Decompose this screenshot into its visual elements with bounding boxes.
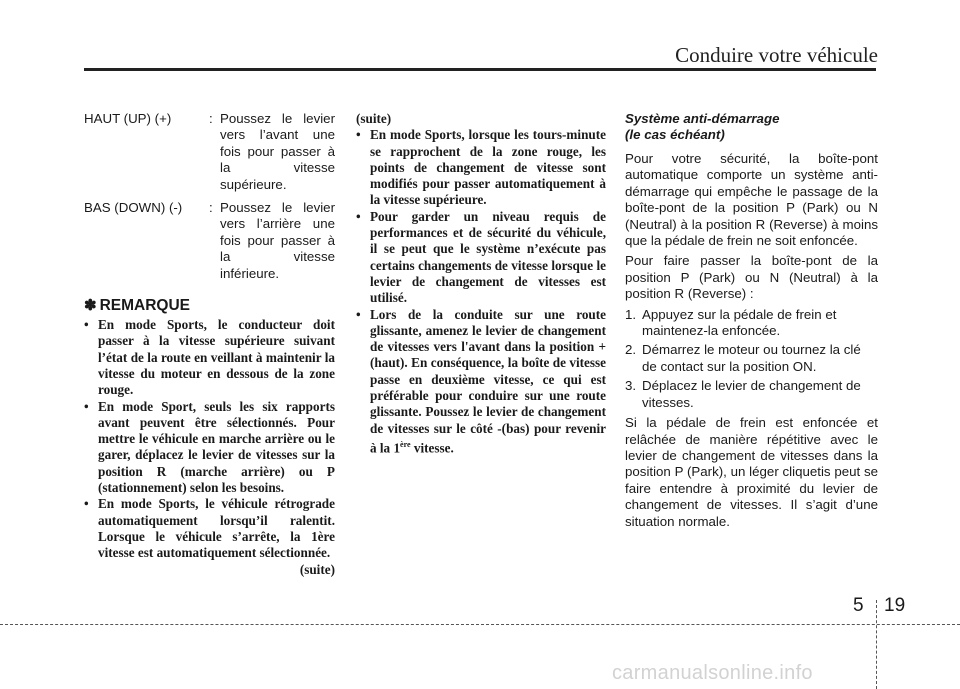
- list-item: • En mode Sport, seuls les six rapports avant peuvent être sélectionnés. Pour mettre le véhicule en marche arrière ou le garer, déplacez le levier de vitesses sur la position R (marche arrière) ou P (stationnement) selon les besoins.: [84, 399, 335, 497]
- remark-title: REMARQUE: [99, 297, 190, 315]
- list-item: • En mode Sports, le véhicule rétrograde automatiquement lorsqu’il ralentit. Lorsque le véhicule s’arrête, la 1ère vitesse est automatiquement sélectionnée.: [84, 496, 335, 561]
- remark-star-icon: ✽: [84, 297, 97, 315]
- definition-term-up: HAUT (UP) (+): [84, 111, 172, 126]
- suite-label-continued: (suite): [356, 111, 392, 126]
- definition-sep-up: :: [209, 111, 213, 126]
- definition-down: [84, 200, 335, 282]
- header-title: Conduire votre véhicule: [675, 43, 878, 67]
- step-item: 3. Déplacez le levier de changement de vitesses.: [625, 378, 861, 410]
- page-number: 19: [884, 595, 906, 616]
- chapter-number: 5: [853, 595, 864, 616]
- definition-text-up: Poussez le levier vers l’avant une fois pour passer à la vitesse supérieure.: [220, 111, 335, 192]
- step-item: 2. Démarrez le moteur ou tournez la clé de contact sur la position ON.: [625, 342, 861, 374]
- definition-term-down: BAS (DOWN) (-): [84, 200, 183, 216]
- suite-label: (suite): [299, 561, 335, 577]
- footer-dashed-divider: [876, 600, 877, 689]
- definition-sep-down: :: [209, 200, 213, 216]
- remark-list-continued: [356, 127, 606, 456]
- watermark: carmanualsonline.info: [612, 662, 813, 684]
- list-item: • Lors de la conduite sur une route glissante, amenez le levier de changement de vitesses vers l'avant dans la position +(haut). En conséquence, la boîte de vitesse passe en deuxième vitesse, ce qui est préférable pour conduire sur une route glissante. Poussez le levier de changement de vitesses sur le côté -(bas) pour revenir à la 1ère vitesse.: [356, 307, 606, 457]
- section-title: Système anti-démarrage (le cas échéant): [625, 111, 780, 142]
- remark-list: [84, 317, 335, 561]
- paragraph-note: Si la pédale de frein est enfoncée et relâchée de manière répétitive avec le levier de changement de vitesses dans la position P (Park), un léger cliquetis peut se faire entendre à proximité du levier de changement de vitesses. Il s’agit d’une situation normale.: [625, 415, 878, 529]
- footer-dashed-line: [0, 624, 960, 625]
- header-rule: [84, 68, 876, 71]
- step-item: 1. Appuyez sur la pédale de frein et maintenez-la enfoncée.: [625, 306, 837, 339]
- list-item: • En mode Sports, le conducteur doit passer à la vitesse supérieure suivant l’état de la route en veillant à maintenir la vitesse du moteur en dessous de la zone rouge.: [84, 317, 335, 398]
- paragraph-intro: Pour votre sécurité, la boîte-pont automatique comporte un système anti-démarrage qui empêche le passage de la boîte-pont de la position P (Park) ou N (Neutral) à la position R (Reverse) à moins que la pédale de frein ne soit enfoncée.: [625, 151, 878, 249]
- list-item: • En mode Sports, lorsque les tours-minute se rapprochent de la zone rouge, les points de changement de vitesse sont modifiés pour passer automatiquement à la vitesse supérieure.: [356, 127, 606, 208]
- definition-up: [84, 111, 335, 193]
- remark-heading: [84, 296, 335, 315]
- column-middle: [356, 111, 606, 457]
- paragraph-instruction: Pour faire passer la boîte-pont de la position P (Park) ou N (Neutral) à la position R (Reverse) :: [625, 253, 878, 302]
- steps-list: [625, 307, 878, 411]
- definition-text-down: Poussez le levier vers l’arrière une fois pour passer à la vitesse inférieure.: [220, 200, 335, 281]
- list-item: • Pour garder un niveau requis de performances et de sécurité du véhicule, il se peut que le système n’exécute pas certains changements de vitesse lorsque le levier de changement de vitesses est utilisé.: [356, 209, 606, 307]
- column-left: [84, 111, 335, 578]
- column-right: [625, 111, 878, 534]
